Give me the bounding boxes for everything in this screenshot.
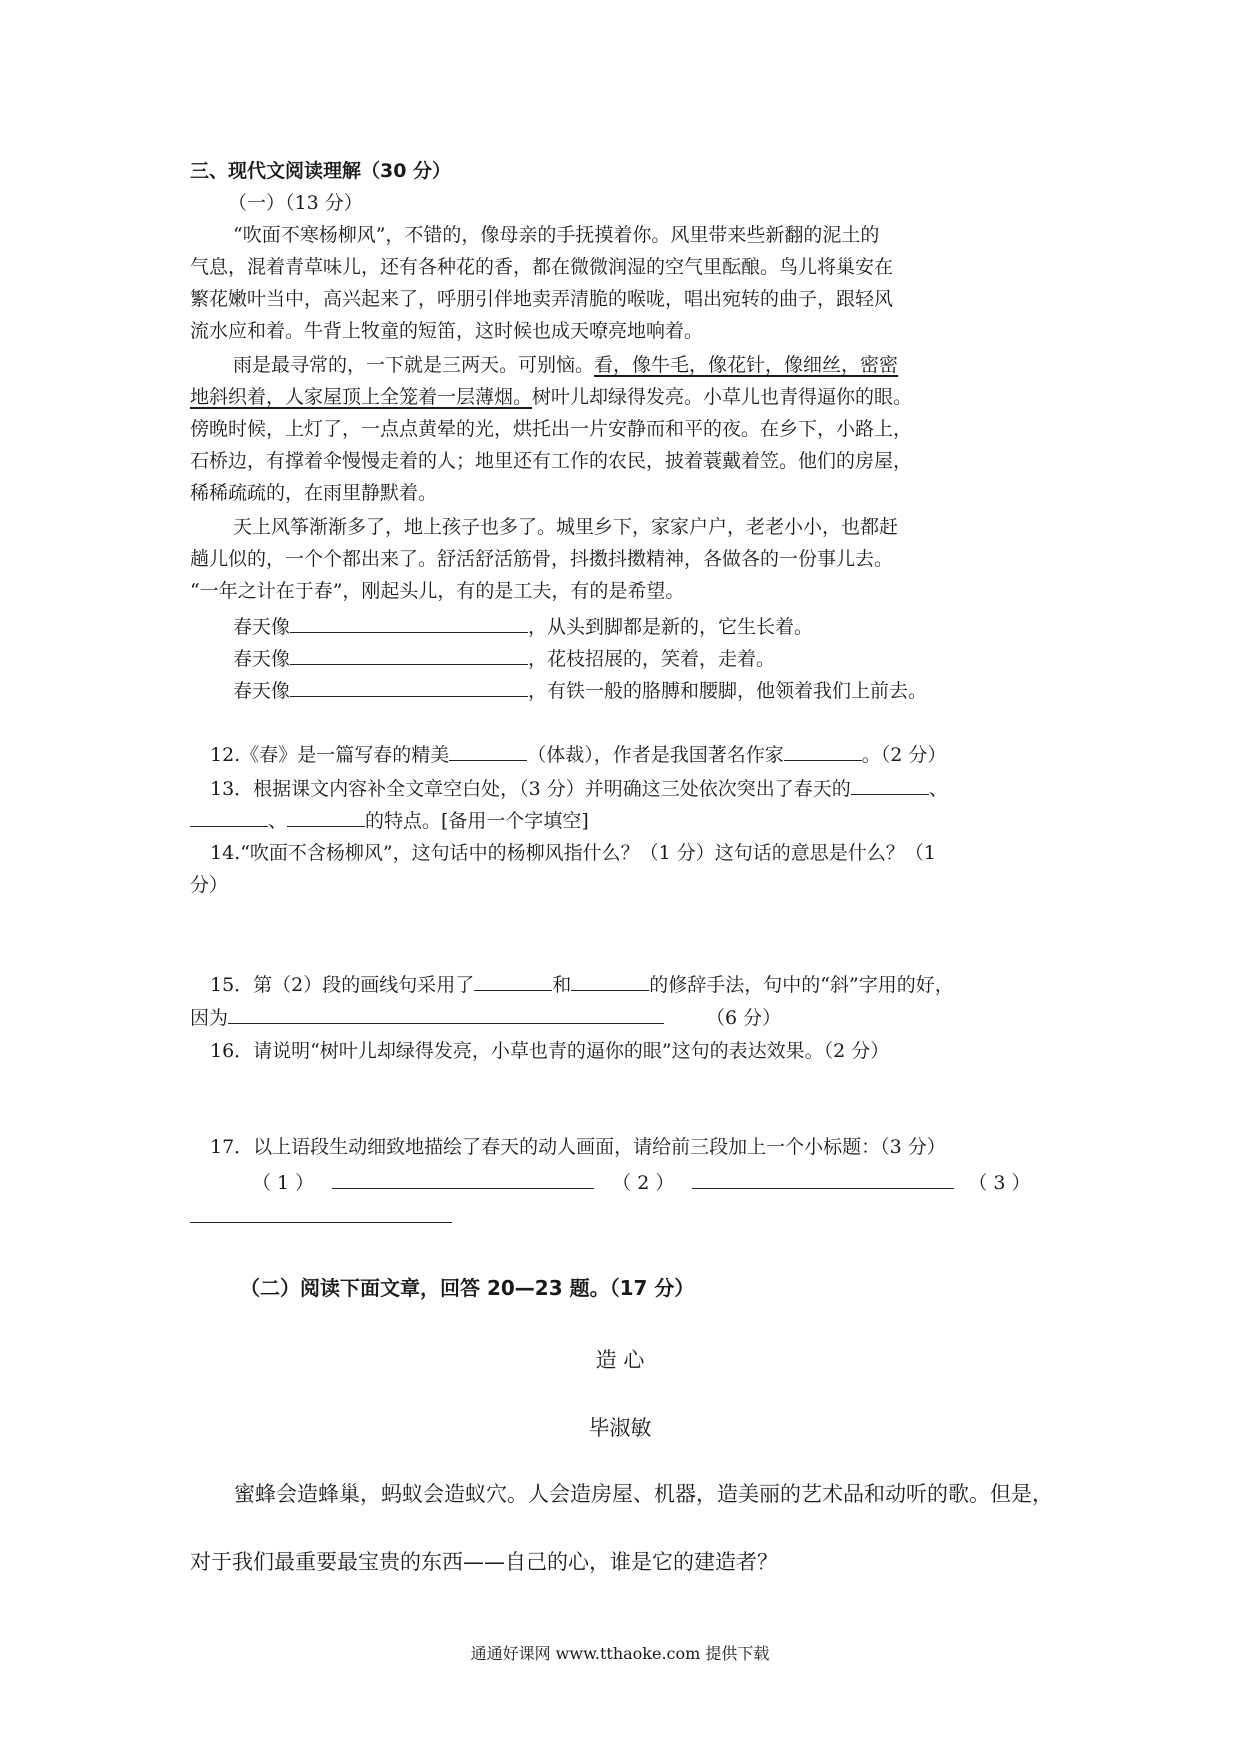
question-13 xyxy=(210,774,948,802)
passage-line: 气息，混着青草味儿，还有各种花的香，都在微微润湿的空气里酝酿。鸟儿将巢安在 xyxy=(190,256,894,278)
passage-line: 傍晚时候，上灯了，一点点黄晕的光，烘托出一片安静而和平的夜。在乡下，小路上， xyxy=(190,418,913,440)
answer-blank[interactable] xyxy=(290,644,528,665)
question-14-cont: 分） xyxy=(190,874,229,896)
question-15 xyxy=(210,970,954,998)
blank-label: （ 2 ） xyxy=(612,1172,675,1194)
answer-blank[interactable] xyxy=(228,1003,664,1024)
question-15-cont xyxy=(190,1003,781,1031)
question-12 xyxy=(210,740,946,768)
passage-line: 趟儿似的，一个个都出来了。舒活舒活筋骨，抖擞抖擞精神，各做各的一份事儿去。 xyxy=(190,548,894,570)
section-heading: 三、现代文阅读理解（30 分） xyxy=(190,160,452,182)
spring-suffix: ，有铁一般的胳膊和腰脚，他领着我们上前去。 xyxy=(528,680,928,702)
underlined-sentence: 看，像牛毛，像花针，像细丝，密密 xyxy=(594,354,899,376)
article-title: 造 心 xyxy=(595,1348,645,1372)
passage-line: 天上风筝渐渐多了，地上孩子也多了。城里乡下，家家户户，老老小小，也都赶 xyxy=(233,516,899,538)
passage-line xyxy=(233,352,898,378)
blank-label: （ 1 ） xyxy=(252,1172,315,1194)
question-text: 、 xyxy=(268,810,288,832)
question-text: 的特点。[备用一个字填空] xyxy=(365,810,589,832)
part2-heading: （二）阅读下面文章，回答 20—23 题。（17 分） xyxy=(240,1276,695,1300)
part1-label: （一）（13 分） xyxy=(228,192,363,214)
question-text: 13．根据课文内容补全文章空白处，（3 分）并明确这三处依次突出了春天的 xyxy=(210,778,851,800)
passage-line: 石桥边，有撑着伞慢慢走着的人；地里还有工作的农民，披着蓑戴着笠。他们的房屋， xyxy=(190,450,913,472)
passage-line: 流水应和着。牛背上牧童的短笛，这时候也成天嘹亮地响着。 xyxy=(190,320,704,342)
question-text: 15．第（2）段的画线句采用了 xyxy=(210,974,475,996)
spring-line xyxy=(233,612,813,640)
answer-blank[interactable] xyxy=(571,970,649,991)
spring-prefix: 春天像 xyxy=(233,680,291,702)
article-author: 毕淑敏 xyxy=(588,1416,652,1440)
question-17-blanks xyxy=(252,1168,1031,1196)
spring-line xyxy=(233,676,927,704)
question-text: （6 分） xyxy=(706,1007,782,1029)
answer-blank[interactable] xyxy=(332,1168,594,1189)
spring-suffix: ，花枝招展的，笑着，走着。 xyxy=(528,648,776,670)
spring-prefix: 春天像 xyxy=(233,648,291,670)
question-text: 因为 xyxy=(190,1007,229,1029)
question-14: 14.“吹面不含杨柳风”，这句话中的杨柳风指什么？（1 分）这句话的意思是什么？（1 xyxy=(210,842,936,864)
spring-suffix: ，从头到脚都是新的，它生长着。 xyxy=(528,616,814,638)
question-text: （体裁），作者是我国著名作家 xyxy=(527,744,784,766)
answer-blank[interactable] xyxy=(474,970,552,991)
article-line: 蜜蜂会造蜂巢，蚂蚁会造蚁穴。人会造房屋、机器，造美丽的艺术品和动听的歌。但是， xyxy=(234,1482,1053,1506)
question-text: 和 xyxy=(552,974,572,996)
answer-blank[interactable] xyxy=(449,740,527,761)
underlined-sentence: 地斜织着，人家屋顶上全笼着一层薄烟。 xyxy=(190,386,533,408)
answer-blank[interactable] xyxy=(851,774,929,795)
passage-line: “吹面不寒杨柳风”，不错的，像母亲的手抚摸着你。风里带来些新翻的泥土的 xyxy=(233,224,880,246)
passage-text: 雨是最寻常的，一下就是三两天。可别恼。 xyxy=(233,354,595,376)
blank-label: （ 3 ） xyxy=(968,1172,1031,1194)
question-17: 17．以上语段生动细致地描绘了春天的动人画面，请给前三段加上一个小标题：（3 分） xyxy=(210,1136,946,1158)
passage-line xyxy=(190,384,912,410)
question-text: 12.《春》是一篇写春的精美 xyxy=(210,744,450,766)
spring-line xyxy=(233,644,775,672)
passage-line: “一年之计在于春”，刚起头儿，有的是工夫，有的是希望。 xyxy=(190,580,685,602)
passage-line: 繁花嫩叶当中，高兴起来了，呼朋引伴地卖弄清脆的喉咙，唱出宛转的曲子，跟轻风 xyxy=(190,288,894,310)
answer-blank[interactable] xyxy=(290,676,528,697)
answer-blank[interactable] xyxy=(784,740,862,761)
answer-blank[interactable] xyxy=(287,806,365,827)
article-line: 对于我们最重要最宝贵的东西——自己的心，谁是它的建造者？ xyxy=(190,1550,778,1574)
answer-blank[interactable] xyxy=(692,1168,954,1189)
answer-blank[interactable] xyxy=(190,1222,452,1223)
question-text: 的修辞手法，句中的“斜”字用的好， xyxy=(649,974,954,996)
answer-blank[interactable] xyxy=(290,612,528,633)
question-text: 、 xyxy=(928,778,948,800)
answer-blank[interactable] xyxy=(190,806,268,827)
question-text: 。（2 分） xyxy=(861,744,947,766)
question-16: 16．请说明“树叶儿却绿得发亮，小草也青的逼你的眼”这句的表达效果。（2 分） xyxy=(210,1040,890,1062)
passage-text: 树叶儿却绿得发亮。小草儿也青得逼你的眼。 xyxy=(532,386,913,408)
footer-credit: 通通好课网 www.tthaoke.com 提供下载 xyxy=(470,1644,770,1663)
question-13-cont xyxy=(190,806,589,834)
passage-line: 稀稀疏疏的，在雨里静默着。 xyxy=(190,482,438,504)
spring-prefix: 春天像 xyxy=(233,616,291,638)
